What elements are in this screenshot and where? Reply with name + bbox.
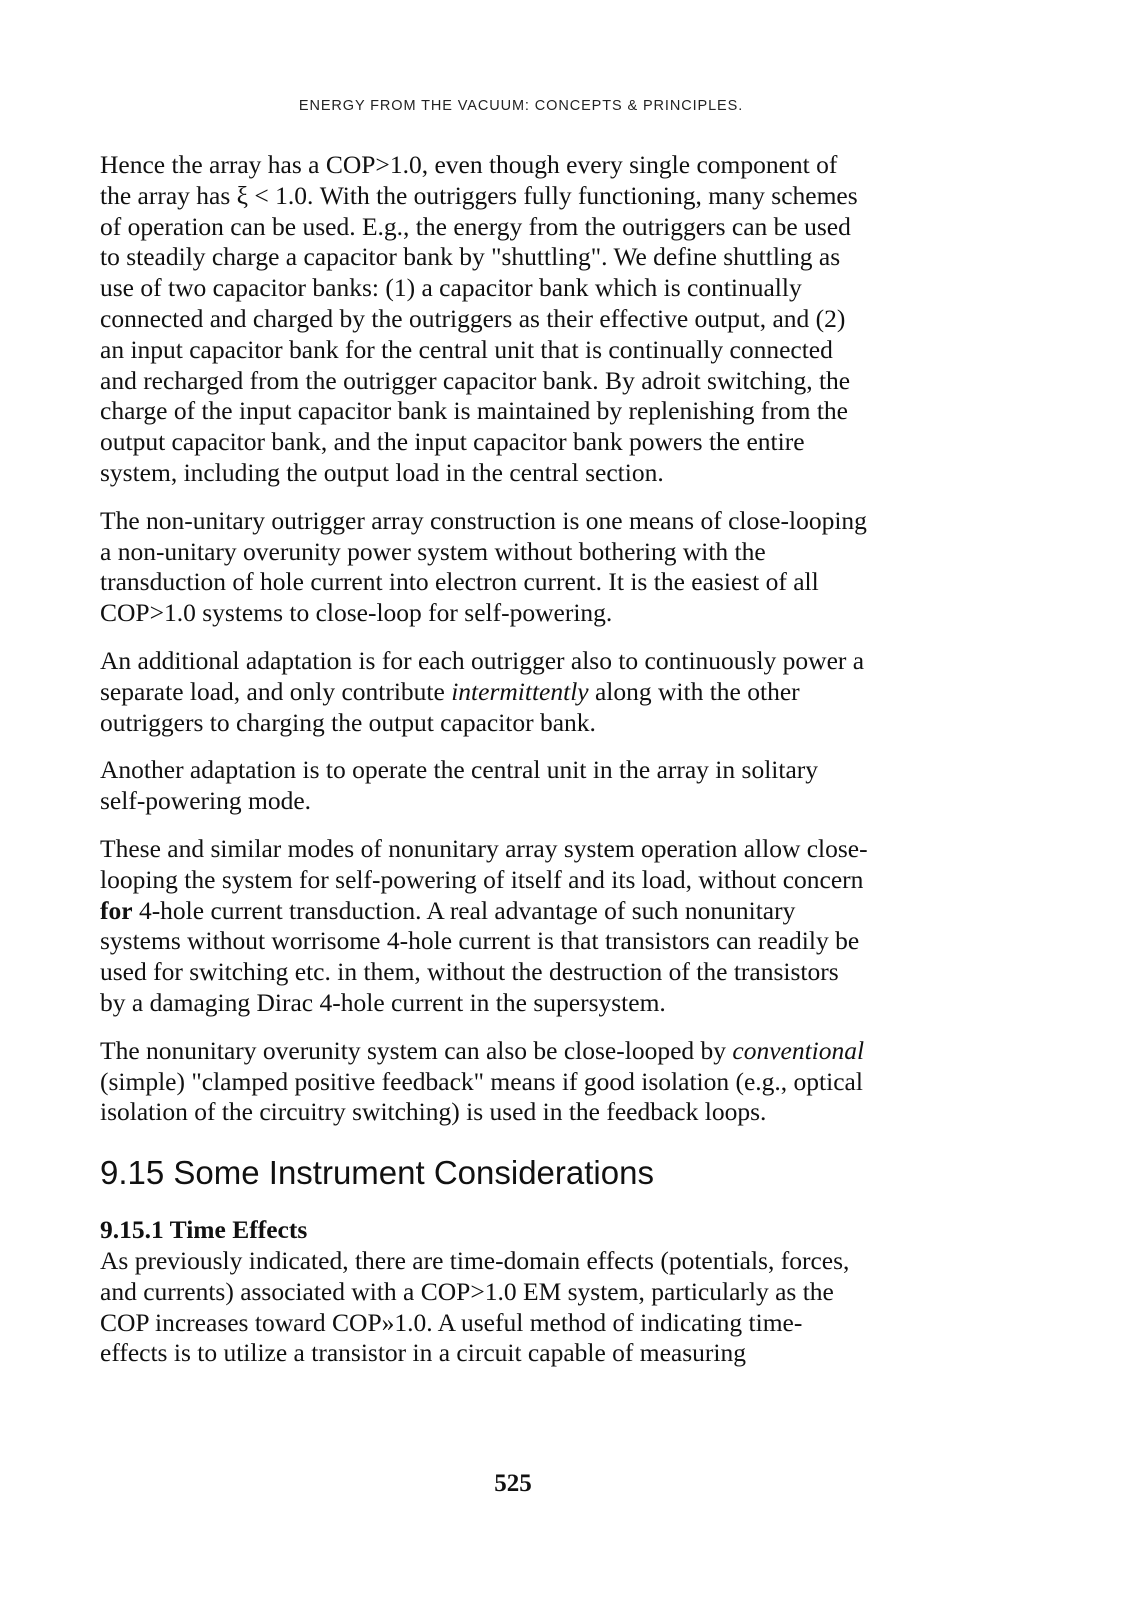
page-number: 525 <box>494 1470 532 1497</box>
text-line: an input capacitor bank for the central unit that is continually connected <box>100 334 833 364</box>
paragraph-cop-array <box>100 150 940 489</box>
text-line: outriggers to charging the output capacitor bank. <box>100 707 596 737</box>
text-line: used for switching etc. in them, without the destruction of the transistors <box>100 957 839 987</box>
text-line: looping the system for self-powering of itself and its load, without concern <box>100 864 864 894</box>
section-heading: 9.15 Some Instrument Considerations <box>100 1154 654 1192</box>
text-line: of operation can be used. E.g., the energy from the outriggers can be used <box>100 211 851 241</box>
text-line: COP>1.0 systems to close-loop for self-powering. <box>100 598 613 628</box>
text-line: system, including the output load in the central section. <box>100 457 664 487</box>
text-line: Another adaptation is to operate the central unit in the array in solitary <box>100 755 819 785</box>
text-run: separate load, and only contribute <box>100 676 452 706</box>
text-line: As previously indicated, there are time-domain effects (potentials, forces, <box>100 1245 850 1275</box>
paragraph-outrigger-construction <box>100 506 940 629</box>
text-line <box>100 1036 940 1067</box>
text-line: by a damaging Dirac 4-hole current in the supersystem. <box>100 987 666 1017</box>
text-line: effects is to utilize a transistor in a circuit capable of measuring <box>100 1338 747 1368</box>
text-line: Hence the array has a COP>1.0, even though every single component of <box>100 150 838 179</box>
subsection-heading: 9.15.1 Time Effects <box>100 1215 308 1245</box>
text-run: 4-hole current transduction. A real advantage of such nonunitary <box>132 895 796 925</box>
paragraph-close-looped <box>100 1036 940 1128</box>
text-line: COP increases toward COP»1.0. A useful method of indicating time- <box>100 1307 803 1337</box>
text-line: use of two capacitor banks: (1) a capacitor bank which is continually <box>100 273 802 303</box>
text-line: connected and charged by the outriggers as their effective output, and (2) <box>100 303 846 333</box>
text-run: along with the other <box>588 676 800 706</box>
paragraph-another-adaptation <box>100 755 940 817</box>
text-line: self-powering mode. <box>100 786 312 816</box>
text-line: to steadily charge a capacitor bank by "shuttling". We define shuttling as <box>100 242 841 272</box>
text-line: systems without worrisome 4-hole current is that transistors can readily be <box>100 926 860 956</box>
text-run: The nonunitary overunity system can also be close-looped by <box>100 1035 733 1065</box>
text-line <box>100 677 940 708</box>
running-head: ENERGY FROM THE VACUUM: CONCEPTS & PRINCIPLES. <box>298 98 744 114</box>
paragraph-additional-adaptation <box>100 646 940 738</box>
text-line: The non-unitary outrigger array construction is one means of close-looping <box>100 505 867 535</box>
text-line <box>100 896 940 927</box>
text-line: and recharged from the outrigger capacitor bank. By adroit switching, the <box>100 365 851 395</box>
text-line: output capacitor bank, and the input capacitor bank powers the entire <box>100 427 805 457</box>
bold-emphasis: for <box>100 895 133 925</box>
text-line: the array has ξ < 1.0. With the outriggers fully functioning, many schemes <box>100 180 858 210</box>
italic-emphasis: conventional <box>732 1035 865 1065</box>
text-line: These and similar modes of nonunitary array system operation allow close- <box>100 833 868 863</box>
paragraph-time-effects <box>100 1215 940 1369</box>
text-line: and currents) associated with a COP>1.0 EM system, particularly as the <box>100 1276 834 1306</box>
italic-emphasis: intermittently <box>451 676 589 706</box>
text-line: (simple) "clamped positive feedback" means if good isolation (e.g., optical <box>100 1066 863 1096</box>
text-line: a non-unitary overunity power system without bothering with the <box>100 536 766 566</box>
body-text <box>100 150 940 1386</box>
text-line: An additional adaptation is for each outrigger also to continuously power a <box>100 645 865 675</box>
text-line: transduction of hole current into electron current. It is the easiest of all <box>100 567 819 597</box>
paragraph-similar-modes <box>100 834 940 1019</box>
text-line: charge of the input capacitor bank is maintained by replenishing from the <box>100 396 849 426</box>
text-line: isolation of the circuitry switching) is used in the feedback loops. <box>100 1097 767 1127</box>
